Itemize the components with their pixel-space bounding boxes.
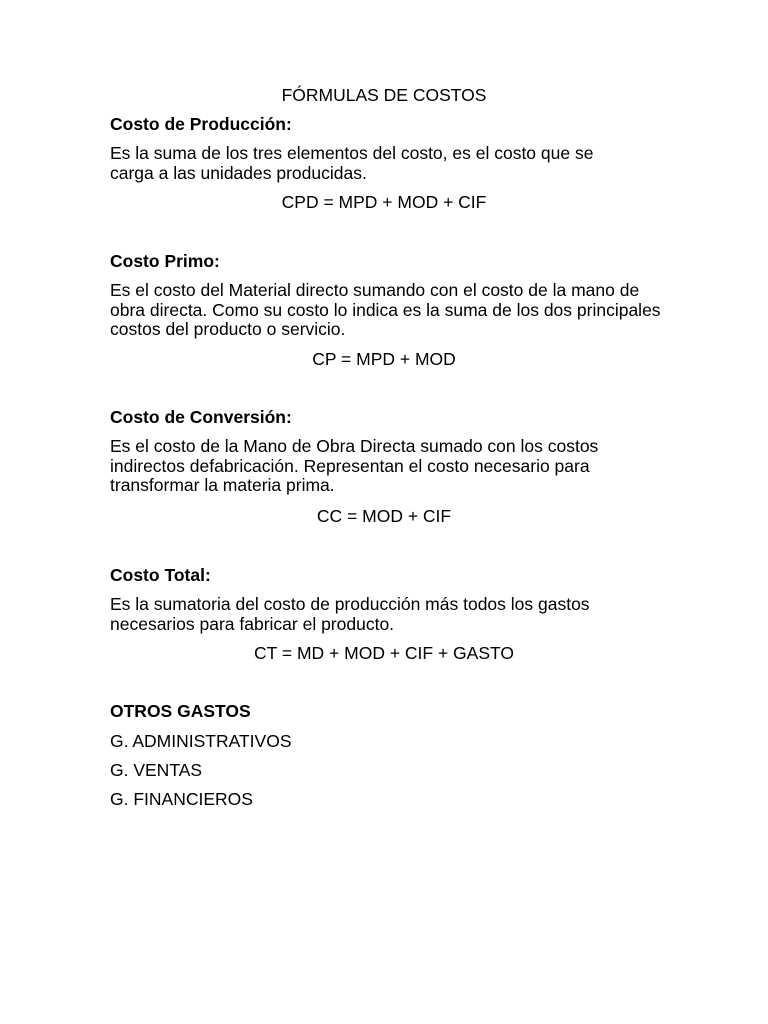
formula-cpd: CPD = MPD + MOD + CIF — [281, 192, 487, 212]
list-item: G. ADMINISTRATIVOS — [110, 731, 292, 751]
section-costo-produccion — [110, 113, 670, 183]
section-heading: OTROS GASTOS — [110, 701, 251, 721]
document-title: FÓRMULAS DE COSTOS — [281, 85, 487, 105]
section-costo-primo — [110, 250, 670, 340]
section-heading: Costo Total: — [110, 565, 211, 585]
section-heading: Costo de Conversión: — [110, 407, 292, 427]
section-costo-total — [110, 564, 670, 634]
formula-ct: CT = MD + MOD + CIF + GASTO — [254, 643, 514, 663]
formula-cc: CC = MOD + CIF — [316, 506, 452, 526]
list-item: G. FINANCIEROS — [110, 789, 253, 809]
list-item: G. VENTAS — [110, 760, 203, 780]
section-text: Es la sumatoria del costo de producción más todos los gastos necesarios para fabricar el producto. — [110, 594, 590, 634]
section-text: Es el costo del Material directo sumando con el costo de la mano de obra directa. Como su costo lo indica es la suma de los dos principales costos del producto o servicio. — [110, 280, 661, 339]
section-costo-conversion — [110, 406, 670, 496]
section-text: Es la suma de los tres elementos del costo, es el costo que se carga a las unidades producidas. — [110, 143, 594, 183]
formula-cp: CP = MPD + MOD — [312, 349, 456, 369]
section-heading: Costo Primo: — [110, 251, 220, 271]
section-text: Es el costo de la Mano de Obra Directa sumado con los costos indirectos defabricación. Representan el costo necesario para transformar la materia prima. — [110, 436, 599, 495]
section-heading: Costo de Producción: — [110, 114, 292, 134]
section-otros-gastos — [110, 700, 670, 722]
